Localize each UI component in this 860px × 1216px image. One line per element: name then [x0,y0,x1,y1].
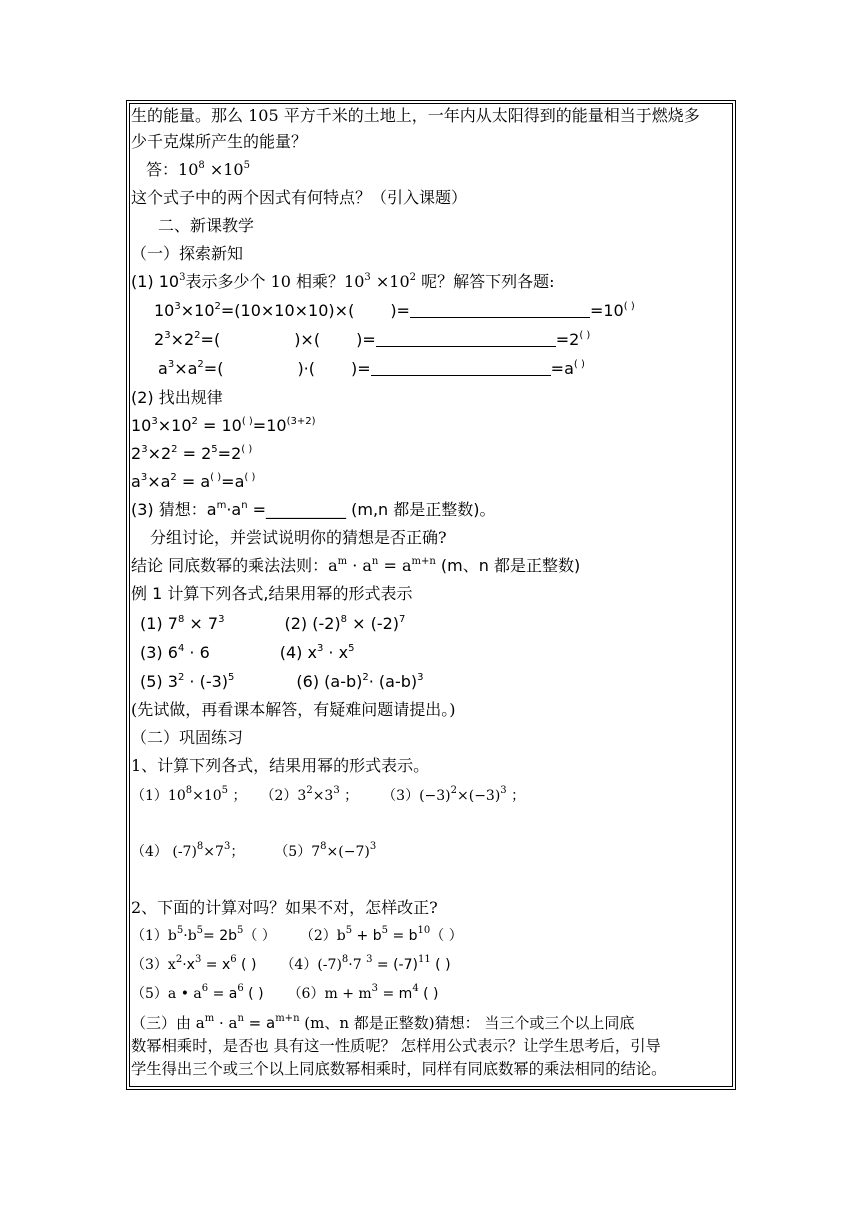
text: 结论 同底数幂的乘法法则：a [131,556,338,575]
exponent: 11 [417,954,431,965]
exponent: 5 [243,160,250,171]
math-text: ·a [226,500,242,519]
math-text: = 2b [203,928,238,944]
exponent: ( ) [573,359,585,370]
exponent: 5 [348,643,355,654]
math-text: (3) 6 [140,643,178,662]
exponent: 2 [191,416,198,427]
exponent: m [337,556,348,567]
example-line [140,643,354,663]
math-text: ×10 [192,788,222,804]
text-line [131,1013,634,1033]
exercise-line [158,359,585,379]
exponent: 3 [223,841,231,852]
math-text: ×2 [147,444,172,463]
exponent: 3 [194,954,202,965]
answer-blank: ( ) [243,986,264,1002]
exponent: 2 [171,444,178,455]
exponent: 3 [140,472,148,483]
text: (先试做，再看课本解答，有疑难问题请提出。) [131,700,456,719]
math-text: （5）7 [274,844,321,860]
text: 表示多少个 10 相乘？10 [185,272,365,291]
math-text: 10 [178,160,199,179]
exponent: 5 [221,785,229,796]
text: 这个式子中的两个因式有何特点？（引入课题） [131,188,468,207]
exponent: 10 [417,925,431,936]
exponent: 2 [214,301,221,312]
math-text: )= [390,301,410,320]
math-text: ·b [183,928,197,944]
math-text: ·x [182,957,195,973]
math-text: （1）10 [131,788,186,804]
math-text: ·7 [348,957,367,973]
math-text: =a [550,359,574,378]
math-text: ×a [174,359,198,378]
math-text: ×10 [370,272,410,291]
exponent: m [216,500,227,511]
exponent: m [204,1013,215,1024]
math-text: ×(−3) [457,788,501,804]
text: 少千克煤所产生的能量？ [131,132,308,151]
text: 二、新课教学 [158,216,255,235]
exponent: 3 [164,330,171,341]
math-text: )×( [294,330,321,349]
answer-blank [371,361,551,376]
text: 2、下面的计算对吗？如果不对，怎样改正? [131,898,438,917]
text-line [131,388,223,408]
math-text: = x [201,957,231,973]
exponent: 8 [341,954,349,965]
math-text: (1) 10 [131,272,180,291]
exponent: 5 [345,925,353,936]
math-text: a [158,359,168,378]
example-heading [131,584,412,604]
math-text: (6) (a-b) [296,672,363,691]
answer-line [146,160,250,180]
math-text: =2 [217,444,242,463]
exponent: 5 [176,925,184,936]
text-line [150,528,447,548]
exponent: 3 [167,359,175,370]
math-text: 2 [131,444,142,463]
math-text: = 2 [177,444,212,463]
exponent: ( ) [623,301,635,312]
math-text: 10 [154,301,175,320]
math-text: （3）(−3) [382,788,451,804]
math-text: + b [352,928,382,944]
exponent: 6 [201,983,209,994]
math-text: ； [339,788,359,804]
math-text: ×3 [312,788,334,804]
math-text: =(10×10×10)×( [220,301,355,320]
math-text: (5) 3 [140,672,178,691]
exercise-line [131,786,525,806]
text: 例 1 计算下列各式,结果用幂的形式表示 [131,584,413,603]
exponent: 3 [371,983,379,994]
exponent: 5 [211,444,218,455]
math-text: ×(−7) [326,844,370,860]
math-text: · (-3) [184,672,229,691]
text: (m、n 都是正整数)猜想： 当三个或三个以上同底 [299,1014,635,1032]
exponent: 5 [381,925,389,936]
text: （二）巩固练习 [131,728,244,747]
math-text: )·( [297,359,316,378]
exponent: 3 [369,841,377,852]
exponent: 8 [340,614,348,625]
exponent: 3 [366,954,373,965]
text: 1、计算下列各式，结果用幂的形式表示。 [131,756,430,775]
exponent: 3 [364,272,371,283]
exponent: 2 [306,785,313,796]
section-heading [158,216,254,236]
exponent: (3+2) [286,416,316,427]
exponent: 2 [362,672,369,683]
math-text: （1）b [131,928,177,944]
math-text: (4) x [279,643,317,662]
math-text: · a [347,556,372,575]
math-text: ； [506,788,526,804]
exponent: 3 [141,444,148,455]
exponent: 4 [177,643,185,654]
math-text: ×10 [204,160,244,179]
math-text: （4）(-7) [280,957,342,973]
math-text: (1) 7 [140,614,178,633]
rule-line [131,556,580,576]
text: (2) 找出规律 [131,388,223,407]
answer-blank: ( ) [430,957,451,973]
subsection-heading [131,728,243,748]
exponent: ( ) [210,472,222,483]
exercise-line [131,842,376,862]
text: 数幂相乘时，是否也 具有这一性质呢？ 怎样用公式表示？让学生思考后，引导 [131,1037,661,1055]
math-text: × (-2) [347,614,400,633]
math-text: =10 [252,416,287,435]
math-text: （6）m + m [287,986,372,1002]
exponent: ( ) [244,472,256,483]
exponent: 2 [194,330,201,341]
exponent: 3 [151,416,158,427]
math-text: · x [323,643,349,662]
answer-blank: （ ） [243,928,276,944]
math-text: ×2 [170,330,195,349]
answer-blank [376,332,556,347]
math-text: =2 [555,330,580,349]
exponent: 5 [237,925,244,936]
answer-blank [410,303,590,318]
math-text: = 10 [197,416,242,435]
exponent: 2 [409,272,416,283]
exponent: 3 [179,272,186,283]
math-text: (2) (-2) [284,614,341,633]
answer-blank: ( ) [418,986,439,1002]
exponent: 2 [197,359,204,370]
math-text: = a [176,472,211,491]
exponent: ( ) [241,444,253,455]
exercise-line [131,955,451,975]
exponent: 2 [450,785,457,796]
exponent: ( ) [579,330,591,341]
math-text: （5）a • a [131,986,202,1002]
exponent: ( ) [241,416,253,427]
math-text: · (a-b) [368,672,418,691]
text-line [131,700,456,720]
text-line [131,1036,661,1056]
exponent: 3 [417,672,424,683]
math-text: ； [230,844,245,860]
math-text: =a [221,472,245,491]
exponent: 8 [196,841,204,852]
exponent: 3 [316,643,324,654]
text: (m、n 都是正整数) [435,556,581,575]
math-text: × 7 [184,614,219,633]
text-line [131,1059,666,1079]
text: 呢？解答下列各题: [416,272,555,291]
subsection-heading [131,244,243,264]
math-text: )= [351,359,371,378]
math-text: a [131,472,141,491]
exponent: 7 [399,614,406,625]
exponent: 6 [237,983,244,994]
math-text: =( [203,359,224,378]
text-line [131,132,307,152]
formula-line [131,472,255,492]
question-line [131,272,554,292]
math-text: = (-7) [372,957,418,973]
exponent: n [371,556,379,567]
text: 学生得出三个或三个以上同底数幂相乘时，同样有同底数幂的乘法相同的结论。 [131,1060,667,1078]
text: （三）由 a [131,1014,205,1032]
math-text: =__________ (m,n 都是正整数)。 [247,500,496,519]
conjecture-line [131,500,496,520]
text-line [131,188,467,208]
exponent: 3 [174,301,181,312]
exponent: 8 [185,785,193,796]
exponent: n [237,1013,244,1024]
text: （一）探索新知 [131,244,244,263]
exercise-heading [131,756,429,776]
math-text: ×7 [203,844,224,860]
exponent: 5 [228,672,235,683]
exponent: n [241,500,248,511]
exercise-line [154,301,635,321]
math-text: 2 [154,330,165,349]
text: 生的能量。那么 105 平方千米的土地上，一年内从太阳得到的能量相当于燃烧多 [131,106,700,125]
math-text: （2）3 [260,788,307,804]
math-text: = a [208,986,238,1002]
example-line [140,672,424,692]
math-text: · 6 [184,643,210,662]
exercise-line [131,984,439,1004]
math-text: （3）x [131,957,176,973]
exponent: 2 [177,672,185,683]
math-text: （2）b [299,928,346,944]
math-text: =( [200,330,221,349]
exercise-line [154,330,590,350]
math-text: · a [214,1014,238,1032]
math-text: = b [388,928,418,944]
exponent: 5 [196,925,204,936]
math-text: = a [378,556,412,575]
math-text: ×a [147,472,171,491]
exponent: 2 [170,472,177,483]
exponent: 8 [320,841,327,852]
math-text: )= [356,330,376,349]
math-text: （4） (-7) [131,844,197,860]
exponent: m+n [275,1013,300,1024]
exponent: 6 [230,954,237,965]
math-text: =10 [589,301,624,320]
math-text: = a [243,1014,276,1032]
exponent: 4 [412,983,419,994]
answer-blank: ( ) [236,957,257,973]
exponent: 3 [500,785,507,796]
math-text: ×10 [157,416,192,435]
formula-line [131,416,315,436]
text-line [131,106,700,126]
exponent: 8 [198,160,205,171]
exponent: m+n [411,556,436,567]
exponent: 3 [333,785,340,796]
text: 分组讨论，并尝试说明你的猜想是否正确? [150,528,447,547]
exercise-heading [131,898,438,918]
answer-blank: （ ） [430,928,463,944]
answer-label: 答： [146,160,179,179]
math-text: 10 [131,416,152,435]
example-line [140,614,405,634]
exponent: 3 [218,614,225,625]
exercise-line [131,926,463,946]
math-text: ×10 [180,301,215,320]
exponent: 8 [177,614,185,625]
math-text: ； [228,788,247,804]
math-text: (3) 猜想：a [131,500,217,519]
formula-line [131,444,252,464]
exponent: 2 [175,954,183,965]
math-text: = m [378,986,413,1002]
